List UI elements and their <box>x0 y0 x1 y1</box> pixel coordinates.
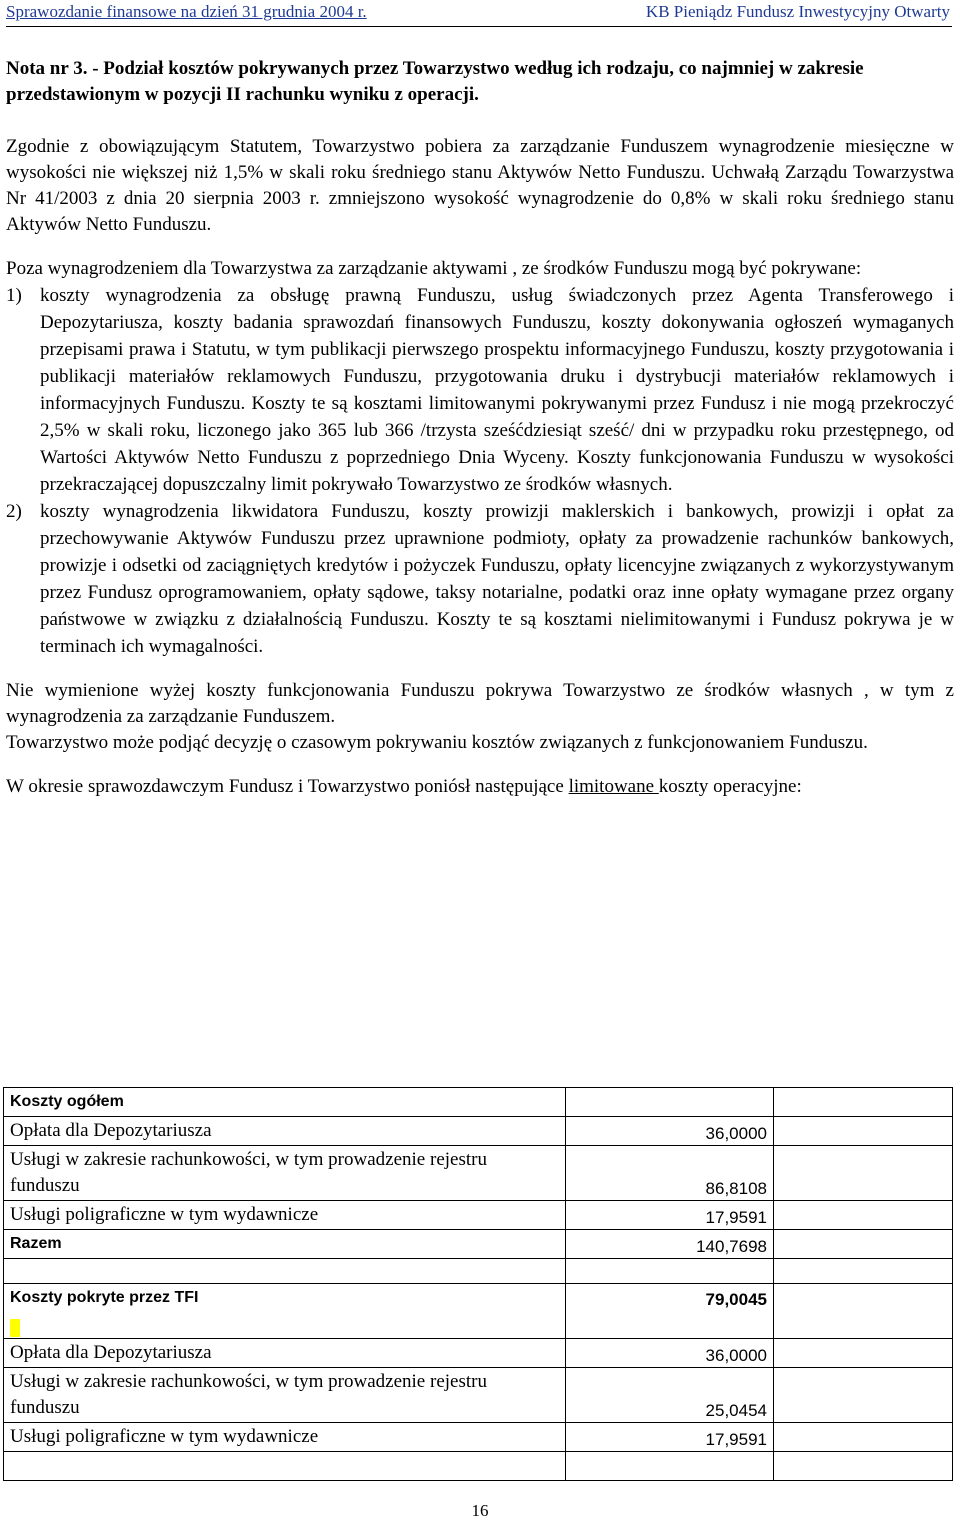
table-cell-label: Usługi poligraficzne w tym wydawnicze <box>4 1423 566 1451</box>
reporting-text-before: W okresie sprawozdawczym Fundusz i Towarzystwo poniósł następujące <box>6 776 569 797</box>
paragraph-reporting-period <box>6 774 954 800</box>
section-header-tfi-label: Koszty pokryte przez TFI <box>10 1289 199 1306</box>
table-row <box>4 1368 952 1423</box>
table-cell-value: 86,8108 <box>566 1146 774 1200</box>
table-row <box>4 1339 952 1368</box>
paragraph-statute: Zgodnie z obowiązującym Statutem, Towarzystwo pobiera za zarządzanie Funduszem wynagrodzenie miesięczne w wysokości nie większej niż 1,5% w skali roku średniego stanu Aktywów Netto Funduszu. Uchwałą Zarządu Towarzystwa Nr 41/2003 z dnia 20 sierpnia 2003 r. zmniejszono wysokość wynagrodzenie do 0,8% w skali roku średniego stanu Aktywów Netto Funduszu. <box>6 136 954 235</box>
table-row <box>4 1230 952 1259</box>
table-cell-label: Usługi w zakresie rachunkowości, w tym prowadzenie rejestru funduszu <box>4 1368 566 1422</box>
table-cell-label: Opłata dla Depozytariusza <box>4 1339 566 1367</box>
table-cell-value: 17,9591 <box>566 1423 774 1451</box>
table-row <box>4 1146 952 1201</box>
note-title: Nota nr 3. - Podział kosztów pokrywanych przez Towarzystwo według ich rodzaju, co najmniej w zakresie przedstawionym w pozycji II rachunku wyniku z operacji. <box>6 58 864 105</box>
section-header-total-costs: Koszty ogółem <box>4 1088 566 1116</box>
underlined-limited: limitowane <box>568 776 659 797</box>
reporting-text-after: koszty operacyjne: <box>658 776 802 797</box>
list-item-number: 2) <box>6 501 22 522</box>
costs-table <box>3 1087 953 1481</box>
highlight-marker <box>10 1311 559 1337</box>
table-cell-value <box>566 1088 774 1116</box>
page-number: 16 <box>471 1501 489 1520</box>
page-header <box>6 0 952 27</box>
total-value: 140,7698 <box>566 1230 774 1258</box>
table-cell-value: 17,9591 <box>566 1201 774 1229</box>
table-cell-label: Usługi w zakresie rachunkowości, w tym prowadzenie rejestru funduszu <box>4 1146 566 1200</box>
section-header-tfi <box>4 1284 566 1338</box>
list-item-number: 1) <box>6 285 22 306</box>
table-row-empty <box>4 1259 952 1284</box>
list-item-text: koszty wynagrodzenia za obsługę prawną Funduszu, usług świadczonych przez Agenta Transferowego i Depozytariusza, koszty badania sprawozdań finansowych Funduszu, koszty dokonywania ogłoszeń wymaganych przepisami prawa i Statutu, w tym publikacji pierwszego prospektu informacyjnego Funduszu, koszty przygotowania i publikacji materiałów reklamowych Funduszu, przygotowania druku i dystrybucji materiałów reklamowych i informacyjnych Funduszu. Koszty te są kosztami limitowanymi pokrywanymi przez Fundusz i nie mogą przekroczyć 2,5% w skali roku, liczonego jako 365 lub 366 /trzysta sześćdziesiąt sześć/ dni w przypadku roku przestępnego, od Wartości Aktywów Netto Funduszu z poprzedniego Dnia Wyceny. Koszty funkcjonowania Funduszu w wysokości przekraczającej dopuszczalny limit pokrywało Towarzystwo ze środków własnych. <box>40 285 954 495</box>
table-cell-value: 36,0000 <box>566 1339 774 1367</box>
table-row <box>4 1423 952 1452</box>
list-item <box>6 282 954 498</box>
table-cell-value: 36,0000 <box>566 1117 774 1145</box>
costs-list <box>6 282 954 660</box>
table-row <box>4 1088 952 1117</box>
table-cell-value: 25,0454 <box>566 1368 774 1422</box>
table-cell-label: Opłata dla Depozytariusza <box>4 1117 566 1145</box>
table-row <box>4 1201 952 1230</box>
header-fund-name: KB Pieniądz Fundusz Inwestycyjny Otwarty <box>645 2 950 21</box>
table-cell-label: Usługi poligraficzne w tym wydawnicze <box>4 1201 566 1229</box>
page-body <box>6 56 954 818</box>
table-row <box>4 1117 952 1146</box>
table-row <box>4 1284 952 1339</box>
total-label: Razem <box>4 1230 566 1258</box>
list-item-text: koszty wynagrodzenia likwidatora Funduszu, koszty prowizji maklerskich i bankowych, prowizji i opłat za przechowywanie Aktywów Funduszu przez uprawnione podmioty, opłaty za prowadzenie rachunków bankowych, prowizje i odsetki od zaciągniętych kredytów i pożyczek Funduszu, opłaty licencyjne związanych z wykorzystywanym przez Fundusz oprogramowaniem, opłaty sądowe, taksy notarialne, podatki oraz inne opłaty wymagane przez organy państwowe w związku z działalnością Funduszu. Koszty te są kosztami nielimitowanymi i Fundusz pokrywa je w terminach ich wymagalności. <box>40 501 954 657</box>
header-link-report-title[interactable]: Sprawozdanie finansowe na dzień 31 grudnia 2004 r. <box>6 2 367 21</box>
table-row-empty <box>4 1452 952 1480</box>
paragraph-other-costs: Nie wymienione wyżej koszty funkcjonowania Funduszu pokrywa Towarzystwo ze środków własnych , w tym z wynagrodzenia za zarządzanie Funduszem. <box>6 680 954 727</box>
paragraph-costs-intro: Poza wynagrodzeniem dla Towarzystwa za zarządzanie aktywami , ze środków Funduszu mogą być pokrywane: <box>6 258 862 279</box>
list-item <box>6 498 954 660</box>
section-header-tfi-value: 79,0045 <box>566 1284 774 1338</box>
paragraph-temporary-coverage: Towarzystwo może podjąć decyzję o czasowym pokrywaniu kosztów związanych z funkcjonowaniem Funduszu. <box>6 732 868 753</box>
